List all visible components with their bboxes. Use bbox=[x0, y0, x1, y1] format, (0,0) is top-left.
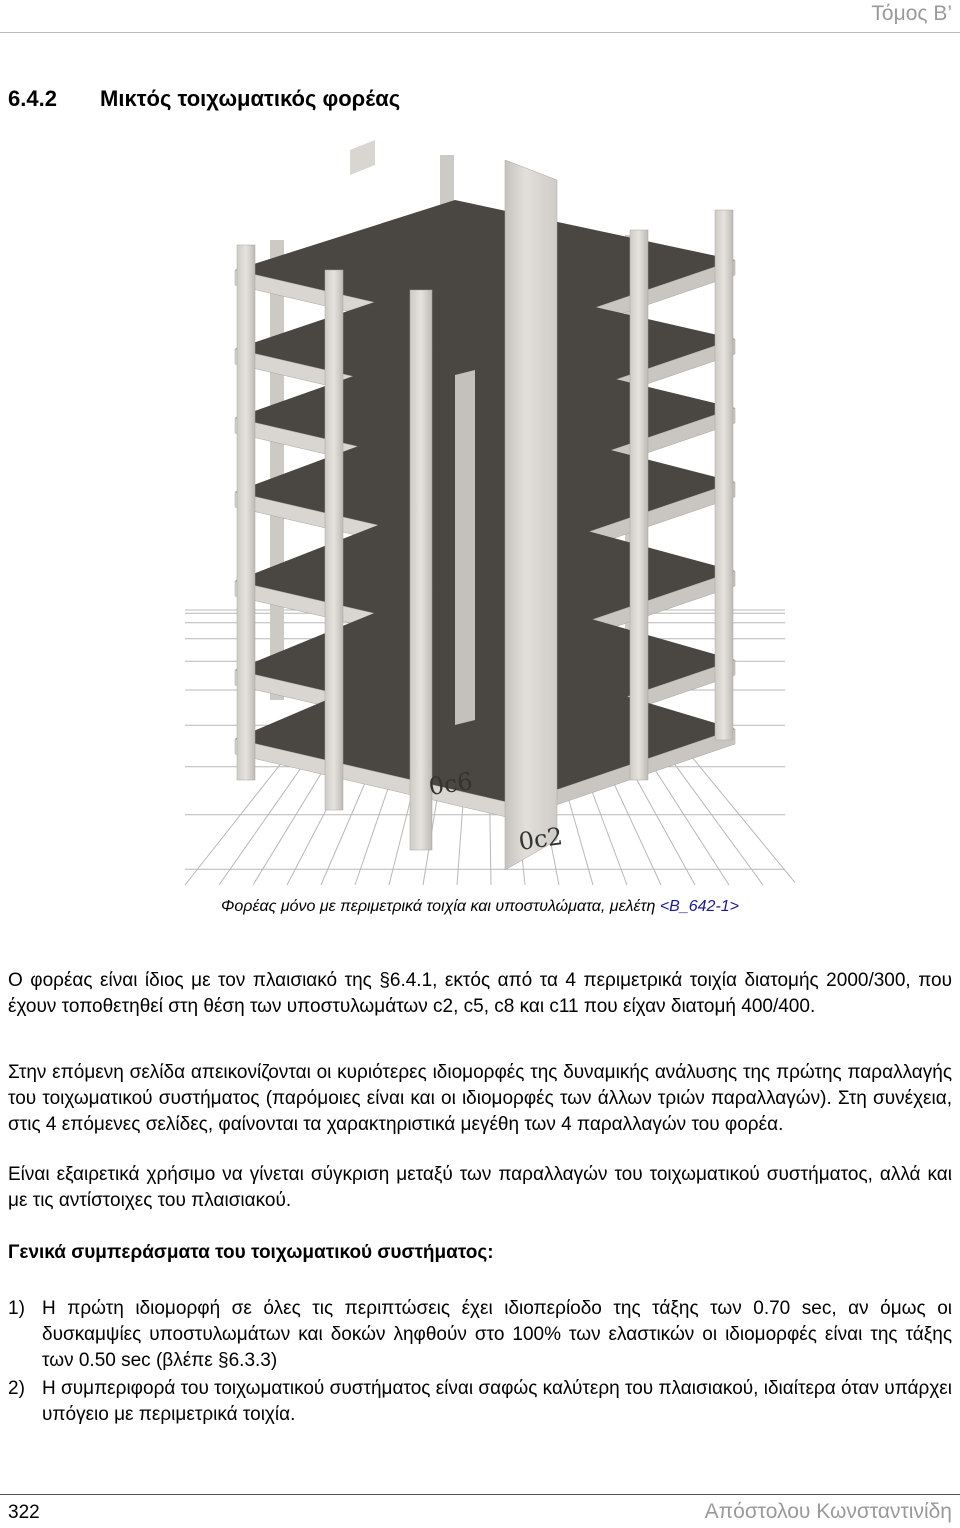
back-column bbox=[270, 240, 284, 700]
list-marker: 1) bbox=[8, 1298, 25, 1319]
footer-divider bbox=[0, 1494, 960, 1495]
conclusions-list bbox=[8, 1296, 952, 1430]
corner-column bbox=[410, 290, 432, 850]
building-model-figure bbox=[175, 140, 795, 890]
figure-caption-text: Φορέας μόνο με περιμετρικά τοιχία και υποστυλώματα, μελέτη bbox=[220, 898, 660, 915]
list-item-text: Η συμπεριφορά του τοιχωματικού συστήματος είναι σαφώς καλύτερη του πλαισιακού, ιδιαίτερα όταν υπάρχει υπόγειο με περιμετρικά τοιχία. bbox=[42, 1378, 952, 1425]
front-column bbox=[325, 270, 343, 810]
conclusions-heading: Γενικά συμπεράσματα του τοιχωματικού συστήματος: bbox=[8, 1242, 494, 1263]
perimeter-wall bbox=[505, 160, 557, 870]
front-column bbox=[630, 230, 648, 780]
footer-author: Απόστολου Κωνσταντινίδη bbox=[704, 1500, 952, 1523]
building-illustration bbox=[175, 140, 795, 890]
running-header-volume: Τόμος Β’ bbox=[871, 2, 952, 25]
section-heading bbox=[8, 86, 400, 112]
list-item bbox=[8, 1296, 952, 1374]
paragraph-comparison: Είναι εξαιρετικά χρήσιμο να γίνεται σύγκριση μεταξύ των παραλλαγών του τοιχωματικού συστήματος, αλλά και με τις αντίστοιχες του πλαισιακού. bbox=[8, 1164, 952, 1211]
figure-caption-reference: <B_642-1> bbox=[659, 898, 740, 915]
paragraph-intro: Ο φορέας είναι ίδιος με τον πλαισιακό της §6.4.1, εκτός από τα 4 περιμετρικά τοιχία διατομής 2000/300, που έχουν τοποθετηθεί στη θέση των υποστυλωμάτων c2, c5, c8 και c11 που είχαν διατομή 400/400. bbox=[8, 970, 952, 1017]
list-marker: 2) bbox=[8, 1378, 25, 1399]
front-column bbox=[237, 245, 255, 780]
inner-wall bbox=[455, 370, 475, 725]
section-number: 6.4.2 bbox=[8, 86, 57, 111]
wall-top-cap bbox=[350, 140, 375, 175]
front-column bbox=[715, 210, 733, 740]
list-item bbox=[8, 1376, 952, 1428]
page-number: 322 bbox=[8, 1502, 40, 1523]
column-label-0c6: 0c6 bbox=[426, 767, 475, 801]
list-item-text: Η πρώτη ιδιομορφή σε όλες τις περιπτώσεις έχει ιδιοπερίοδο της τάξης των 0.70 sec, αν όμως οι δυσκαμψίες υποστυλωμάτων και δοκών ληφθούν στο 100% των ελαστικών οι ιδιομορφές είναι της τάξης των 0.50 sec (βλέπε §6.3.3) bbox=[42, 1298, 952, 1371]
floor-slabs bbox=[235, 200, 735, 819]
section-title-text: Μικτός τοιχωματικός φορέας bbox=[100, 86, 401, 111]
figure-caption bbox=[0, 898, 960, 916]
paragraph-modes: Στην επόμενη σελίδα απεικονίζονται οι κυριότερες ιδιομορφές της δυναμικής ανάλυσης της πρώτης παραλλαγής του τοιχωματικού συστήματος (παρόμοιες είναι και οι ιδιομορφές των άλλων τριών παραλλαγών). Στη συνέχεια, στις 4 επόμενες σελίδες, φαίνονται τα χαρακτηριστικά μεγέθη των 4 παραλλαγών του φορέα. bbox=[8, 1062, 952, 1135]
header-divider bbox=[0, 32, 960, 33]
column-label-0c2: 0c2 bbox=[516, 822, 565, 856]
